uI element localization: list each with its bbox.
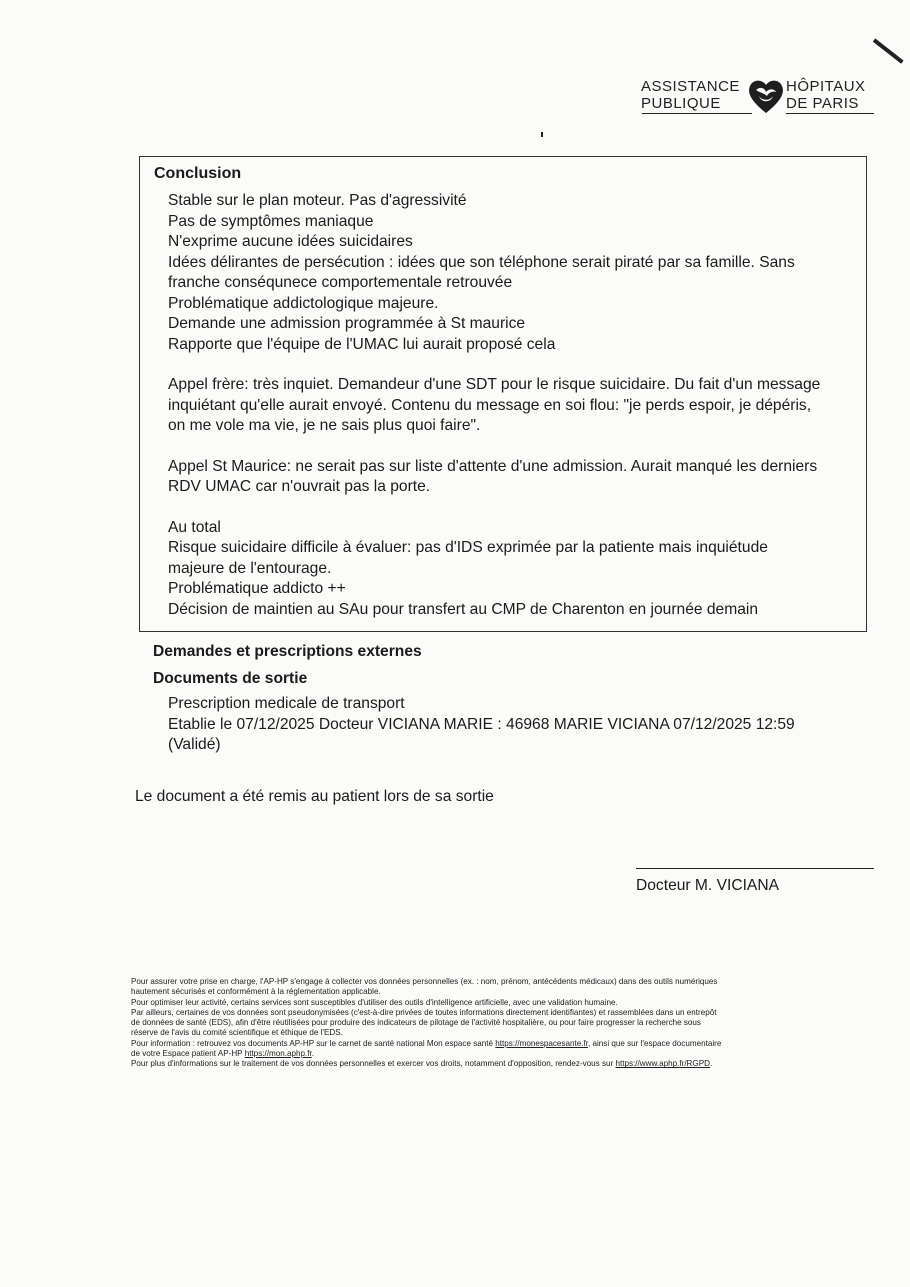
document-line: Etablie le 07/12/2025 Docteur VICIANA MARIE : 46968 MARIE VICIANA 07/12/2025 12:59 (168, 715, 795, 733)
conclusion-text (168, 191, 858, 620)
logo-underline-left (642, 113, 752, 114)
conclusion-line: Appel frère: très inquiet. Demandeur d'une SDT pour le risque suicidaire. Du fait d'un message (168, 376, 821, 393)
footer-line (131, 998, 879, 1008)
logo-underline-right (786, 113, 874, 114)
footer-text: Pour optimiser leur activité, certains services sont susceptibles d'utiliser des outils d'intelligence artificielle, avec une validation humaine. (131, 997, 618, 1007)
footer-text-after: . (709, 1059, 713, 1069)
conclusion-line: Demande une admission programmée à St maurice (168, 315, 526, 332)
external-requests-title: Demandes et prescriptions externes (153, 643, 422, 660)
conclusion-line: franche conséqunece comportementale retrouvée (168, 274, 513, 291)
conclusion-line: on me vole ma vie, je ne sais plus quoi faire". (168, 417, 481, 434)
paragraph-gap (168, 437, 858, 457)
logo-left-text (641, 78, 740, 112)
conclusion-line: Problématique addicto ++ (168, 580, 346, 597)
conclusion-line: inquiétant qu'elle aurait envoyé. Contenu du message en soi flou: "je perds espoir, je dépéris, (168, 396, 812, 414)
privacy-footer (131, 977, 879, 1070)
document-line: (Validé) (168, 736, 221, 753)
paragraph-gap (168, 355, 858, 375)
footer-text: Pour assurer votre prise en charge, l'AP-HP s'engage à collecter vos données personnelles (ex. : nom, prénom, antécédents médicaux) dans des outils numériques (131, 977, 718, 986)
footer-line (131, 1018, 879, 1028)
footer-line (131, 977, 879, 987)
conclusion-line: Problématique addictologique majeure. (168, 294, 439, 312)
logo-assistance: ASSISTANCE (641, 78, 740, 95)
signature-name: Docteur M. VICIANA (636, 877, 779, 894)
conclusion-line: Pas de symptômes maniaque (168, 212, 374, 230)
handover-statement: Le document a été remis au patient lors de sa sortie (135, 788, 494, 805)
conclusion-line: Risque suicidaire difficile à évaluer: pas d'IDS exprimée par la patiente mais inquiétude (168, 539, 768, 556)
logo-de-paris: DE PARIS (786, 95, 859, 112)
footer-text: hautement sécurisés et conformément à la réglementation applicable. (131, 987, 381, 997)
paragraph-gap (168, 498, 858, 518)
conclusion-line: RDV UMAC car n'ouvrait pas la porte. (168, 478, 431, 495)
conclusion-box (139, 156, 867, 632)
documents-text (168, 694, 795, 756)
scan-mark (873, 38, 904, 63)
conclusion-line: Stable sur le plan moteur. Pas d'agressivité (168, 192, 467, 209)
logo-publique: PUBLIQUE (641, 95, 721, 112)
aphp-logo (641, 76, 876, 120)
footer-text: de données de santé (EDS), afin d'être réutilisées pour produire des indicateurs de pilotage de l'activité hospitalière, ou pour faire progresser la recherche sous (131, 1018, 701, 1028)
footer-line (131, 1059, 879, 1069)
documents-title: Documents de sortie (153, 670, 308, 687)
footer-line (131, 987, 879, 997)
conclusion-line: Appel St Maurice: ne serait pas sur liste d'attente d'une admission. Aurait manqué les derniers (168, 457, 818, 475)
conclusion-line: N'exprime aucune idées suicidaires (168, 233, 413, 250)
footer-line (131, 1039, 879, 1049)
logo-hopitaux: HÔPITAUX (786, 78, 866, 95)
heart-emblem-icon (747, 77, 785, 115)
conclusion-line: Idées délirantes de persécution : idées que son téléphone serait piraté par sa famille. Sans (168, 253, 795, 271)
conclusion-line: Décision de maintien au SAu pour transfert au CMP de Charenton en journée demain (168, 600, 759, 618)
footer-link[interactable]: https://www.aphp.fr/RGPD (615, 1059, 710, 1069)
footer-line (131, 1028, 879, 1038)
footer-text-after: , ainsi que sur l'espace documentaire (587, 1038, 722, 1048)
footer-text: de votre Espace patient AP-HP (131, 1049, 245, 1059)
footer-text: réserve de l'avis du comité scientifique et éthique de l'EDS. (131, 1028, 343, 1038)
scan-speck (541, 132, 543, 137)
footer-text-after: . (311, 1049, 314, 1059)
signature-line (636, 868, 874, 869)
conclusion-line: Au total (168, 518, 221, 536)
document-line: Prescription medicale de transport (168, 695, 405, 712)
conclusion-line: Rapporte que l'équipe de l'UMAC lui aurait proposé cela (168, 335, 556, 353)
footer-link[interactable]: https://monespacesante.fr (495, 1038, 588, 1048)
conclusion-title: Conclusion (154, 165, 242, 182)
footer-link[interactable]: https://mon.aphp.fr (244, 1049, 312, 1059)
footer-text: Pour plus d'informations sur le traitement de vos données personnelles et exercer vos droits, notamment d'opposition, rendez-vous sur (131, 1059, 616, 1069)
footer-line (131, 1049, 879, 1059)
footer-text: Par ailleurs, certaines de vos données sont pseudonymisées (c'est-à-dire privées de toutes informations directement identifiantes) et rassemblées dans un entrepôt (131, 1007, 717, 1017)
footer-line (131, 1008, 879, 1018)
logo-right-text (786, 78, 866, 112)
footer-text: Pour information : retrouvez vos documents AP-HP sur le carnet de santé national Mon espace santé (131, 1038, 496, 1048)
conclusion-line: majeure de l'entourage. (168, 559, 332, 577)
